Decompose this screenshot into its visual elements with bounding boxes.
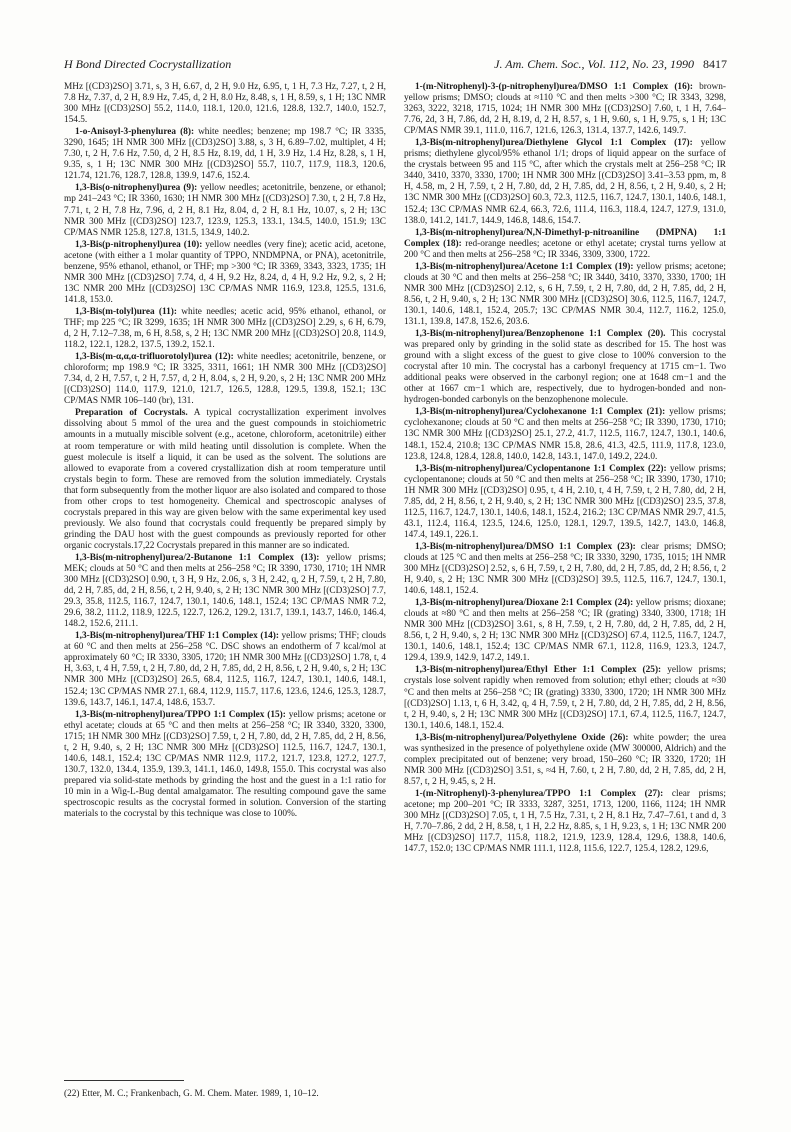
paragraph-text: yellow prisms; THF; clouds at 60 °C and then melts at 256–258 °C. DSC shows an endotherm of 7 kcal/mol at approximately 60 °C; IR 3330, 3305, 1720; 1H NMR 300 MHz [(CD3)2SO] 1.78, t, 4 H, 3.63, t, 4 H, 7.59, t, 2 H, 7.80, dd, 2 H, 7.85, dd, 2 H, 8.56, t, 2 H, 9.40, s, 2 H; 13C NMR 300 MHz [(CD3)2SO] 26.5, 68.4, 112.5, 116.7, 124.7, 130.1, 140.6, 148.1, 152.4; 13C CP/MAS NMR 27.1, 68.4, 112.9, 115.7, 117.6, 123.6, 124.6, 125.3, 128.7, 139.6, 143.7, 146.1, 147.4, 148.6, 153.7. <box>64 631 386 708</box>
footnote-rule <box>64 1080 184 1081</box>
paragraph-heading: 1,3-Bis(m-nitrophenyl)urea/Cyclopentanone 1:1 Complex (22): <box>415 463 667 474</box>
paragraph-heading: 1,3-Bis(m-α,α,α-trifluorotolyl)urea (12): <box>75 352 234 363</box>
paragraph-text: yellow needles; acetonitrile, benzene, or ethanol; mp 241–243 °C; IR 3360, 1630; 1H NMR 300 MHz [(CD3)2SO] 7.30, t, 2 H, 7.8 Hz, 7.71, t, 2 H, 7.8 Hz, 7.96, d, 2 H, 8.1 Hz, 8.04, d, 2 H, 8.1 Hz, 10.07, s, 2 H; 13C NMR 300 MHz [(CD3)2SO] 123.7, 123.9, 125.3, 133.1, 134.5, 140.0, 151.9; 13C CP/MAS NMR 125.8, 127.8, 131.5, 134.9, 140.2. <box>64 183 386 238</box>
paragraph-heading: 1,3-Bis(m-nitrophenyl)urea/Benzophenone 1:1 Complex (20). <box>415 329 666 340</box>
paragraph-heading: 1,3-Bis(m-nitrophenyl)urea/Ethyl Ether 1:1 Complex (25): <box>415 665 662 676</box>
paragraph <box>404 262 726 328</box>
left-column <box>64 82 386 1067</box>
paragraph-text: clear prisms; DMSO; clouds at 125 °C and then melts at 256–258 °C; IR 3330, 3290, 1735, 1015; 1H NMR 300 MHz [(CD3)2SO] 2.52, s, 6 H, 7.59, t, 2 H, 7.80, dd, 2 H, 7.85, dd, 2 H; 8.56, t, 2 H, 9.40, s, 2 H; 13C NMR 300 MHz [(CD3)2SO] 39.5, 112.5, 116.7, 124.7, 130.1, 140.6, 148.1, 152.4. <box>404 541 726 597</box>
paragraph-text: yellow prisms; MEK; clouds at 50 °C and then melts at 256–258 °C; IR 3390, 1730, 1710; 1H NMR 300 MHz [(CD3)2SO] 0.90, t, 3 H, 9 Hz, 2.06, s, 3 H, 2.42, q, 2 H, 7.59, t, 2 H, 7.80, dd, 2 H, 7.85, dd, 2 H, 8.56, t, 2 H, 9.40, s, 2 H; 13C NMR 300 MHz [(CD3)2SO] 7.7, 29.3, 35.8, 112.5, 116.7, 124.7, 130.1, 140.6, 148.1, 152.4; 13C CP/MAS NMR 7.2, 29.6, 38.2, 111.2, 118.9, 122.5, 122.7, 126.2, 129.2, 131.7, 139.1, 143.7, 146.0, 146.4, 148.2, 152.6, 211.1. <box>64 552 386 630</box>
paragraph-heading: 1,3-Bis(m-tolyl)urea (11): <box>75 306 177 317</box>
paragraph-heading: 1-(m-Nitrophenyl)-3-phenylurea/TPPO 1:1 Complex (27): <box>415 788 664 799</box>
paragraph-heading: 1-o-Anisoyl-3-phenylurea (8): <box>75 127 195 138</box>
right-column <box>404 82 726 1107</box>
paragraph <box>404 82 726 137</box>
paragraph-text: white needles; acetonitrile, benzene, or chloroform; mp 198.9 °C; IR 3325, 3311, 1661; 1H NMR 300 MHz [(CD3)2SO] 7.34, d, 2 H, 7.57, t, 2 H, 7.57, d, 2 H, 8.04, s, 2 H, 9.20, s, 2 H; 13C NMR 200 MHz [(CD3)2SO] 114.0, 117.9, 121.0, 121.7, 126.5, 128.8, 129.5, 139.8, 152.1; 13C CP/MAS NMR 106–140 (br), 131. <box>64 352 386 407</box>
paragraph <box>404 138 726 226</box>
paragraph-heading: 1-(m-Nitrophenyl)-3-(p-nitrophenyl)urea/DMSO 1:1 Complex (16): <box>415 82 693 92</box>
paragraph-heading: 1,3-Bis(m-nitrophenyl)urea/2-Butanone 1:1 Complex (13): <box>75 552 320 563</box>
paragraph <box>404 228 726 261</box>
paragraph-heading: 1,3-Bis(m-nitrophenyl)urea/THF 1:1 Complex (14): <box>75 631 279 642</box>
paragraph <box>404 542 726 597</box>
paragraph <box>404 464 726 541</box>
journal-name: J. Am. Chem. Soc., Vol. 112, No. 23, 1990 <box>494 57 694 71</box>
paragraph <box>64 82 386 126</box>
paragraph <box>404 329 726 406</box>
paragraph-heading: 1,3-Bis(m-nitrophenyl)urea/Cyclohexanone 1:1 Complex (21): <box>415 407 666 418</box>
paragraph-text: A typical cocrystallization experiment involves dissolving about 5 mmol of the urea and the guest compounds in stoichiometric amounts in a mutually miscible solvent (e.g., acetone, chloroform, acetonitrile) either at room temperature or with mild heating until dissolution is complete. When the guest molecule is itself a liquid, it can be used as the solvent. The solutions are allowed to evaporate from a covered crystallization dish at room temperature until crystals begin to form. These are removed from the solution immediately. Crystals that form subsequently from the mother liquor are also isolated and compared to those from other crops to test homogeneity. Chemical and spectroscopic analyses of cocrystals prepared in this way are given below with the same experimental key used previously. We also found that cocrystals could frequently be prepared simply by grinding the DAU host with the guest compounds as previously reported for other organic cocrystals.17,22 Cocrystals prepared in this manner are so indicated. <box>64 408 386 551</box>
paragraph <box>64 183 386 238</box>
paragraph-heading: 1,3-Bis(m-nitrophenyl)urea/Dioxane 2:1 Complex (24): <box>415 598 634 609</box>
paragraph <box>64 710 386 820</box>
running-head <box>64 56 727 72</box>
paragraph-heading: 1,3-Bis(m-nitrophenyl)urea/Acetone 1:1 Complex (19): <box>415 261 634 272</box>
footnote: (22) Etter, M. C.; Frankenbach, G. M. Chem. Mater. 1989, 1, 10–12. <box>64 1089 319 1099</box>
paragraph <box>404 789 726 855</box>
paragraph-text: yellow prisms; acetone; clouds at 30 °C and then melts at 256–258 °C; IR 3440, 3410, 3370, 3330, 1700; 1H NMR 300 MHz [(CD3)2SO] 2.12, s, 6 H, 7.59, t, 2 H, 7.80, dd, 2 H, 7.85, dd, 2 H, 8.56, t, 2 H, 9.40, s, 2 H; 13C NMR 300 MHz [(CD3)2SO] 30.6, 112.5, 116.7, 124.7, 130.1, 140.6, 148.1, 152.4, 205.7; 13C CP/MAS NMR 30.4, 112.7, 116.2, 125.0, 131.1, 139.8, 147.8, 152.6, 203.6. <box>404 261 726 327</box>
paragraph-text: yellow prisms; dioxane; clouds at ≈80 °C and then melts at 256–258 °C; IR (grating) 3340, 3300, 1718; 1H NMR 300 MHz [(CD3)2SO] 3.61, s, 8 H, 7.59, t, 2 H, 7.80, dd, 2 H, 7.85, dd, 2 H, 8.56, t, 2 H, 9.40, s, 2 H; 13C NMR 300 MHz [(CD3)2SO] 67.4, 112.5, 116.7, 124.7, 130.1, 140.6, 148.1, 152.4; 13C CP/MAS NMR 67.1, 112.8, 116.9, 123.3, 124.7, 129.4, 139.9, 142.9, 147.2, 149.1. <box>404 598 726 664</box>
paragraph-heading: 1,3-Bis(m-nitrophenyl)urea/N,N-Dimethyl-p-nitroaniline (DMPNA) 1:1 Complex (18): <box>404 227 726 249</box>
paragraph-text: yellow prisms; crystals lose solvent rapidly when removed from solution; ethyl ether; clouds at ≈30 °C and then melts at 256–258 °C; IR (grating) 3330, 3300, 1720; 1H NMR 300 MHz [(CD3)2SO] 1.13, t, 6 H, 3.42, q, 4 H, 7.59, t, 2 H, 7.80, dd, 2 H, 7.85, dd, 2 H, 8.56, t, 2 H, 9.40, s, 2 H; 13C NMR 300 MHz [(CD3)2SO] 17.1, 67.4, 112.5, 116.7, 124.7, 130.1, 140.6, 148.1, 152.4. <box>404 665 726 731</box>
paragraph-heading: 1,3-Bis(m-nitrophenyl)urea/DMSO 1:1 Complex (23): <box>415 541 636 552</box>
paragraph-heading: 1,3-Bis(m-nitrophenyl)urea/Polyethylene Oxide (26): <box>415 732 629 743</box>
paragraph-text: white needles; benzene; mp 198.7 °C; IR 3335, 3290, 1645; 1H NMR 300 MHz [(CD3)2SO] 3.88, s, 3 H, 6.89–7.02, multiplet, 4 H; 7.30, t, 2 H, 7.6 Hz, 7.50, d, 2 H, 8.5 Hz, 8.19, dd, 1 H, 3.9 Hz, 1.4 Hz, 8.28, s, 1 H, 9.35, s, 1 H; 13C NMR 300 MHz [(CD3)2SO] 55.7, 110.7, 117.9, 118.3, 120.6, 121.74, 121.76, 128.7, 128.8, 139.9, 147.6, 152.4. <box>64 127 386 182</box>
paragraph <box>404 598 726 664</box>
paragraph-text: white needles; acetic acid, 95% ethanol, ethanol, or THF; mp 225 °C; IR 3299, 1635; 1H NMR 300 MHz [(CD3)2SO] 2.29, s, 6 H, 6.79, d, 2 H, 7.12–7.38, m, 6 H, 8.58, s, 2 H; 13C NMR 200 MHz [(CD3)2SO] 20.8, 114.9, 118.2, 122.1, 128.2, 137.5, 139.2, 152.1. <box>64 306 386 351</box>
paragraph-heading: 1,3-Bis(o-nitrophenyl)urea (9): <box>75 183 198 194</box>
paragraph-text: MHz [(CD3)2SO] 3.71, s, 3 H, 6.67, d, 2 H, 9.0 Hz, 6.95, t, 1 H, 7.3 Hz, 7.27, t, 2 H, 7.8 Hz, 7.37, d, 2 H, 8.9 Hz, 7.45, d, 2 H, 8.0 Hz, 8.48, s, 1 H, 8.59, s, 1 H; 13C NMR 300 MHz [(CD3)2SO] 55.2, 114.0, 118.1, 120.0, 121.6, 128.8, 132.7, 140.0, 152.7, 154.5. <box>64 82 386 126</box>
paragraph <box>64 127 386 182</box>
paragraph-text: brown-yellow prisms; DMSO; clouds at ≈110 °C and then melts >300 °C; IR 3343, 3298, 3263, 3222, 3218, 1715, 1024; 1H NMR 300 MHz [(CD3)2SO] 7.60, t, 1 H, 7.64–7.76, 2d, 3 H, 7.86, dd, 2 H, 8.19, d, 2 H, 8.57, s, 1 H, 9.60, s, 1 H, 9.75, s, 1 H; 13C CP/MAS NMR 39.1, 111.0, 116.7, 121.6, 126.3, 131.4, 137.7, 142.6, 149.7. <box>404 82 726 137</box>
paragraph <box>64 240 386 306</box>
paragraph <box>64 352 386 407</box>
running-title: H Bond Directed Cocrystallization <box>64 57 232 71</box>
paragraph <box>64 307 386 351</box>
paragraph-text: red-orange needles; acetone or ethyl acetate; crystal turns yellow at 200 °C and then melts at 256–258 °C; IR 3346, 3309, 3300, 1722. <box>404 238 726 260</box>
page-number: 8417 <box>703 57 727 71</box>
journal-citation <box>494 56 727 72</box>
paragraph-text: This cocrystal was prepared only by grinding in the solid state as described for 15. The host was ground with a slight excess of the guest to give close to 100% conversion to the cocrystal after 10 min. The cocrystal has a carbonyl frequency at 1715 cm−1. Two additional peaks were observed in the carbonyl region; one at 1648 cm−1 and the other at 1667 cm−1 which are, respectively, due to hydrogen-bonded and non-hydrogen-bonded carbonyls on the benzophenone molecule. <box>404 329 726 406</box>
paragraph-heading: Preparation of Cocrystals. <box>75 408 188 419</box>
paragraph-heading: 1,3-Bis(p-nitrophenyl)urea (10): <box>75 239 203 250</box>
paragraph-heading: 1,3-Bis(m-nitrophenyl)urea/Diethylene Glycol 1:1 Complex (17): <box>415 138 693 149</box>
paragraph <box>404 733 726 788</box>
paragraph-text: white powder; the urea was synthesized in the presence of polyethylene oxide (MW 300000, Aldrich) and the complex precipitated out of benzene; very broad, 150–260 °C; IR 3320, 1720; 1H NMR 300 MHz [(CD3)2SO] 3.51, s, ≈4 H, 7.60, t, 2 H, 7.80, dd, 2 H, 7.85, dd, 2 H, 8.57, t, 2 H, 9.45, s, 2 H. <box>404 732 726 787</box>
paragraph-text: yellow prisms; cyclohexanone; clouds at 50 °C and then melts at 256–258 °C; IR 3390, 1730, 1710; 13C NMR 300 MHz [(CD3)2SO] 25.1, 27.2, 41.7, 112.5, 116.7, 124.7, 130.1, 140.6, 148.1, 152.4, 210.8; 13C CP/MAS NMR 15.8, 28.6, 41.3, 42.5, 111.9, 117.8, 123.0, 123.8, 124.8, 128.4, 128.8, 140.0, 142.8, 143.1, 147.0, 149.2, 224.0. <box>404 407 726 462</box>
paragraph <box>64 631 386 708</box>
paragraph <box>64 408 386 552</box>
paragraph-text: yellow prisms; cyclopentanone; clouds at 50 °C and then melts at 256–258 °C; IR 3390, 1730, 1710; 1H NMR 300 MHz [(CD3)2SO] 0.95, t, 4 H, 2.10, t, 4 H, 7.59, t, 2 H, 7.80, dd, 2 H, 7.85, dd, 2 H, 8.56, t, 2 H, 9.40, s, 2 H; 13C NMR 300 MHz [(CD3)2SO] 23.5, 37.8, 112.5, 116.7, 124.7, 130.1, 140.6, 148.1, 152.4, 216.2; 13C CP/MAS NMR 29.7, 41.5, 43.1, 112.4, 116.4, 123.5, 124.6, 125.0, 128.1, 129.7, 139.5, 142.7, 143.0, 146.8, 147.4, 149.1, 226.1. <box>404 463 726 540</box>
paragraph-heading: 1,3-Bis(m-nitrophenyl)urea/TPPO 1:1 Complex (15): <box>75 709 286 720</box>
paragraph-text: yellow needles (very fine); acetic acid, acetone, acetone (with either a 1 molar quantity of TPPO, NNDMPNA, or PNA), acetonitrile, benzene, 95% ethanol, ethanol, or THF; mp >300 °C; IR 3369, 3343, 3323, 1735; 1H NMR 300 MHz [(CD3)2SO] 7.74, d, 4 H, 9.2 Hz, 8.24, d, 4 H, 9.2 Hz, 9.2, s, 2 H; 13C NMR 200 MHz [(CD3)2SO] 13C CP/MAS NMR 116.9, 123.8, 125.5, 131.6, 141.8, 153.0. <box>64 239 386 305</box>
paragraph <box>64 553 386 630</box>
paragraph <box>404 665 726 731</box>
paragraph-text: yellow prisms; diethylene glycol/95% ethanol 1/1; drops of liquid appear on the surface of the crystals between 95 and 115 °C, after which the crystals melt at 256–258 °C; IR 3440, 3410, 3370, 3330, 1700; 1H NMR 300 MHz [(CD3)2SO] 3.41–3.53 ppm, m, 8 H, 4.58, m, 2 H, 7.59, t, 2 H, 7.80, dd, 2 H, 7.85, dd, 2 H, 8.56, t, 2 H, 9.40, s, 2 H; 13C NMR 300 MHz [(CD3)2SO] 60.3, 72.3, 112.5, 116.7, 124.7, 130.1, 140.6, 148.1, 152.4; 13C CP/MAS NMR 62.4, 66.3, 72.6, 111.4, 116.3, 118.4, 124.7, 127.9, 131.0, 138.0, 141.2, 141.7, 144.9, 146.8, 148.6, 154.7. <box>404 138 726 226</box>
paragraph-text: clear prisms; acetone; mp 200–201 °C; IR 3333, 3287, 3251, 1713, 1200, 1166, 1124; 1H NMR 300 MHz [(CD3)2SO] 7.05, t, 1 H, 7.5 Hz, 7.31, t, 2 H, 8.1 Hz, 7.47–7.61, t and d, 3 H, 7.70–7.86, 2 dd, 2 H, 8.58, t, 1 H, 2.2 Hz, 8.85, s, 1 H, 9.23, s, 1 H; 13C NMR 200 MHz [(CD3)2SO] 117.7, 115.8, 118.2, 121.9, 123.9, 128.4, 129.6, 138.8, 140.6, 147.7, 152.0; 13C CP/MAS NMR 111.1, 112.8, 115.6, 122.7, 125.4, 128.2, 129.6, <box>404 788 726 855</box>
paragraph-text: yellow prisms; acetone or ethyl acetate; clouds at 65 °C and then melts at 256–258 °C; IR 3340, 3320, 3300, 1715; 1H NMR 300 MHz [(CD3)2SO] 7.59, t, 2 H, 7.80, dd, 2 H, 7.85, dd, 2 H, 8.56, t, 2 H, 9.40, s, 2 H; 13C NMR 300 MHz [(CD3)2SO] 112.5, 116.7, 124.7, 130.1, 140.6, 148.1, 152.4; 13C CP/MAS NMR 112.9, 117.2, 121.7, 123.8, 127.2, 127.7, 130.7, 132.0, 134.4, 135.9, 139.3, 141.1, 146.0, 149.8, 155.0. This cocrystal was also prepared via solid-state methods by grinding the host and the guest in a 1:1 ratio for 10 min in a Wig-L-Bug dental amalgamator. The resulting compound gave the same spectroscopic results as the cocrystal formed in solution. Conversion of the starting materials to the cocrystal by this technique was close to 100%. <box>64 709 386 820</box>
paragraph <box>404 407 726 462</box>
